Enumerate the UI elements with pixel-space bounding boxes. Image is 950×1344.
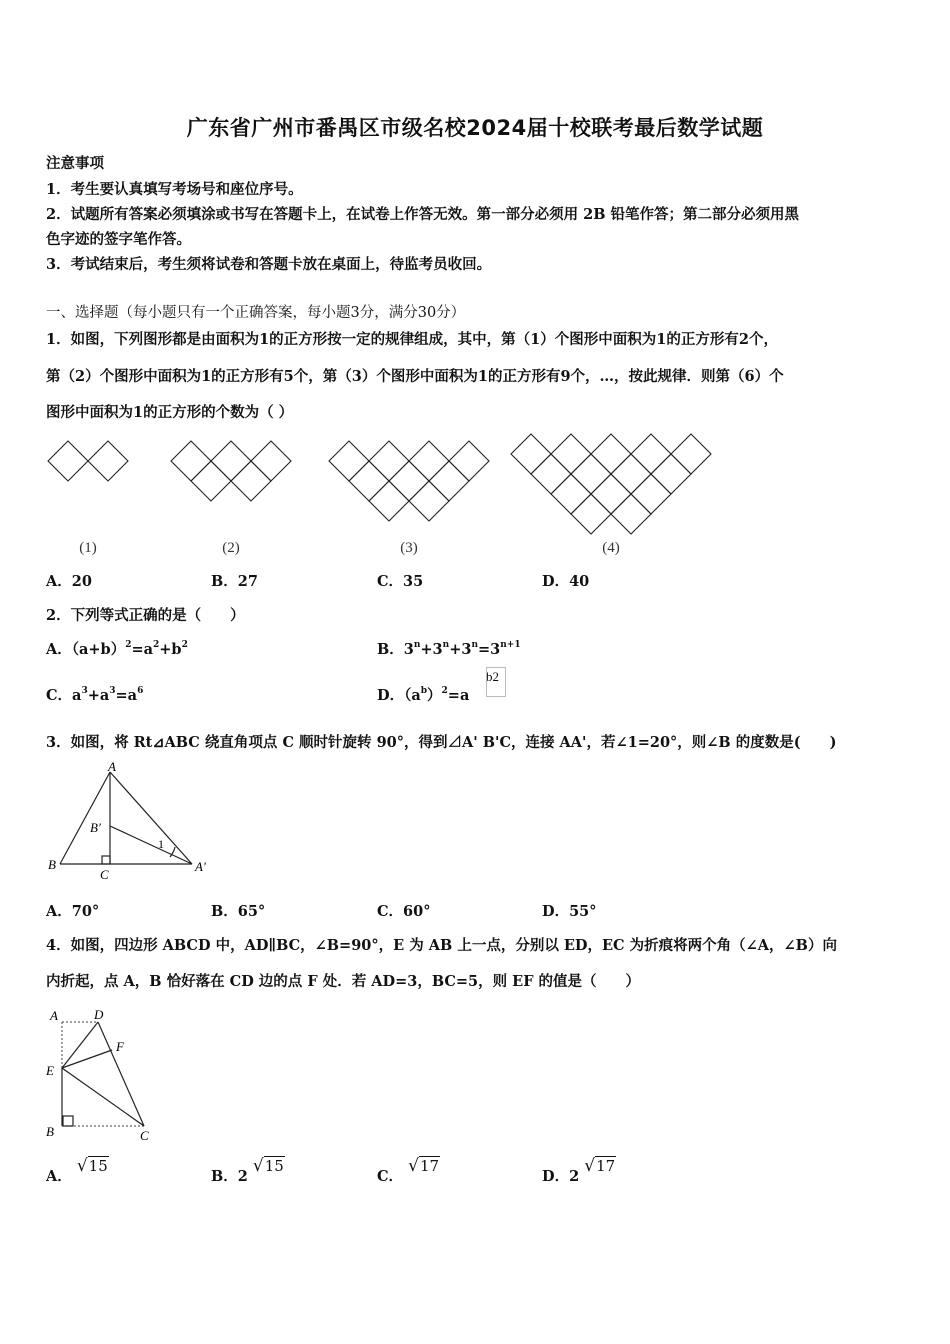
q4-label-c: C — [140, 1128, 149, 1143]
q2-stem: 2．下列等式正确的是（ ） — [46, 607, 245, 624]
q2-option-d-frame — [486, 667, 506, 697]
q4-option-d: D．2 √17 — [542, 1156, 616, 1185]
q1-figure-1 — [48, 441, 128, 481]
page-title: 广东省广州市番禺区市级名校2024届十校联考最后数学试题 — [186, 116, 764, 140]
q2-option-a: A．$(a+b)^2=a^2+b^2$ — [46, 640, 188, 658]
q4-option-c: C． √17 — [377, 1156, 440, 1185]
q3-label-b: B — [48, 857, 56, 872]
q3-figure — [42, 760, 222, 880]
q1-stem-line: 1．如图，下列图形都是由面积为1的正方形按一定的规律组成，其中，第（1）个图形中面积为1的正方形有2个， — [46, 331, 778, 348]
notice-heading: 注意事项 — [46, 155, 104, 172]
q3-label-a-prime: A' — [195, 859, 206, 874]
section-heading: 一、选择题（每小题只有一个正确答案，每小题3分，满分30分） — [46, 305, 466, 321]
q1-option-d: D．40 — [542, 573, 590, 590]
q1-figure-label: (3) — [400, 540, 418, 556]
q3-option-c: C．60° — [377, 903, 431, 920]
q1-figure — [40, 430, 730, 562]
q3-label-a: A — [108, 760, 116, 774]
q1-option-b: B．27 — [211, 573, 258, 590]
q1-stem-line: 图形中面积为1的正方形的个数为（ ） — [46, 404, 294, 421]
q1-option-a: A．20 — [46, 573, 92, 590]
q2-option-b: B．$3^n+3^n+3^n=3^{n+1}$ — [377, 640, 521, 658]
q2-option-c: C．$a^3+a^3=a^6$ — [46, 686, 144, 704]
q1-figure-label: (4) — [602, 540, 620, 556]
q1-figure-2 — [171, 441, 291, 501]
notice-item: 色字迹的签字笔作答。 — [46, 231, 191, 248]
q4-label-f: F — [116, 1039, 124, 1054]
q1-figure-label: (1) — [79, 540, 97, 556]
q3-stem: 3．如图，将 Rt⊿ABC 绕直角项点 C 顺时针旋转 90°，得到⊿A' B'C，连接 AA'，若∠1=20°，则∠B 的度数是( ) — [46, 734, 837, 751]
notice-item: 1．考生要认真填写考场号和座位序号。 — [46, 181, 303, 198]
q4-label-e: E — [46, 1063, 54, 1078]
q4-option-b: B．2 √15 — [211, 1156, 284, 1185]
q1-figure-3 — [329, 441, 489, 521]
q3-option-d: D．55° — [542, 903, 597, 920]
q3-label-b-prime: B' — [90, 820, 101, 835]
q3-option-a: A．70° — [46, 903, 100, 920]
q4-option-a: A． √15 — [46, 1156, 108, 1185]
q3-option-b: B．65° — [211, 903, 266, 920]
notice-item: 2．试题所有答案必须填涂或书写在答题卡上，在试卷上作答无效。第一部分必须用 2B 铅笔作答；第二部分必须用黑 — [46, 206, 800, 223]
q3-label-c: C — [100, 867, 109, 880]
q2-option-d-exponent-image: b2 — [486, 669, 499, 684]
q1-figure-4 — [511, 434, 711, 534]
q4-stem-line: 内折起，点 A，B 恰好落在 CD 边的点 F 处．若 AD=3，BC=5，则 EF 的值是（ ） — [46, 973, 641, 990]
q4-stem-line: 4．如图，四边形 ABCD 中，AD∥BC，∠B=90°，E 为 AB 上一点，分别以 ED，EC 为折痕将两个角（∠A，∠B）向 — [46, 937, 837, 954]
q4-label-b: B — [46, 1124, 54, 1139]
q4-label-a: A — [50, 1008, 58, 1023]
q3-label-angle-1: 1 — [158, 837, 164, 851]
q4-figure — [40, 1002, 160, 1144]
q1-stem-line: 第（2）个图形中面积为1的正方形有5个，第（3）个图形中面积为1的正方形有9个，…，按此规律．则第（6）个 — [46, 368, 784, 385]
q1-option-c: C．35 — [377, 573, 424, 590]
q2-option-d: D．$(a^b)^2=a$ — [377, 686, 470, 704]
q4-label-d: D — [94, 1007, 104, 1022]
q1-figure-label: (2) — [222, 540, 240, 556]
notice-item: 3．考试结束后，考生须将试卷和答题卡放在桌面上，待监考员收回。 — [46, 256, 492, 273]
